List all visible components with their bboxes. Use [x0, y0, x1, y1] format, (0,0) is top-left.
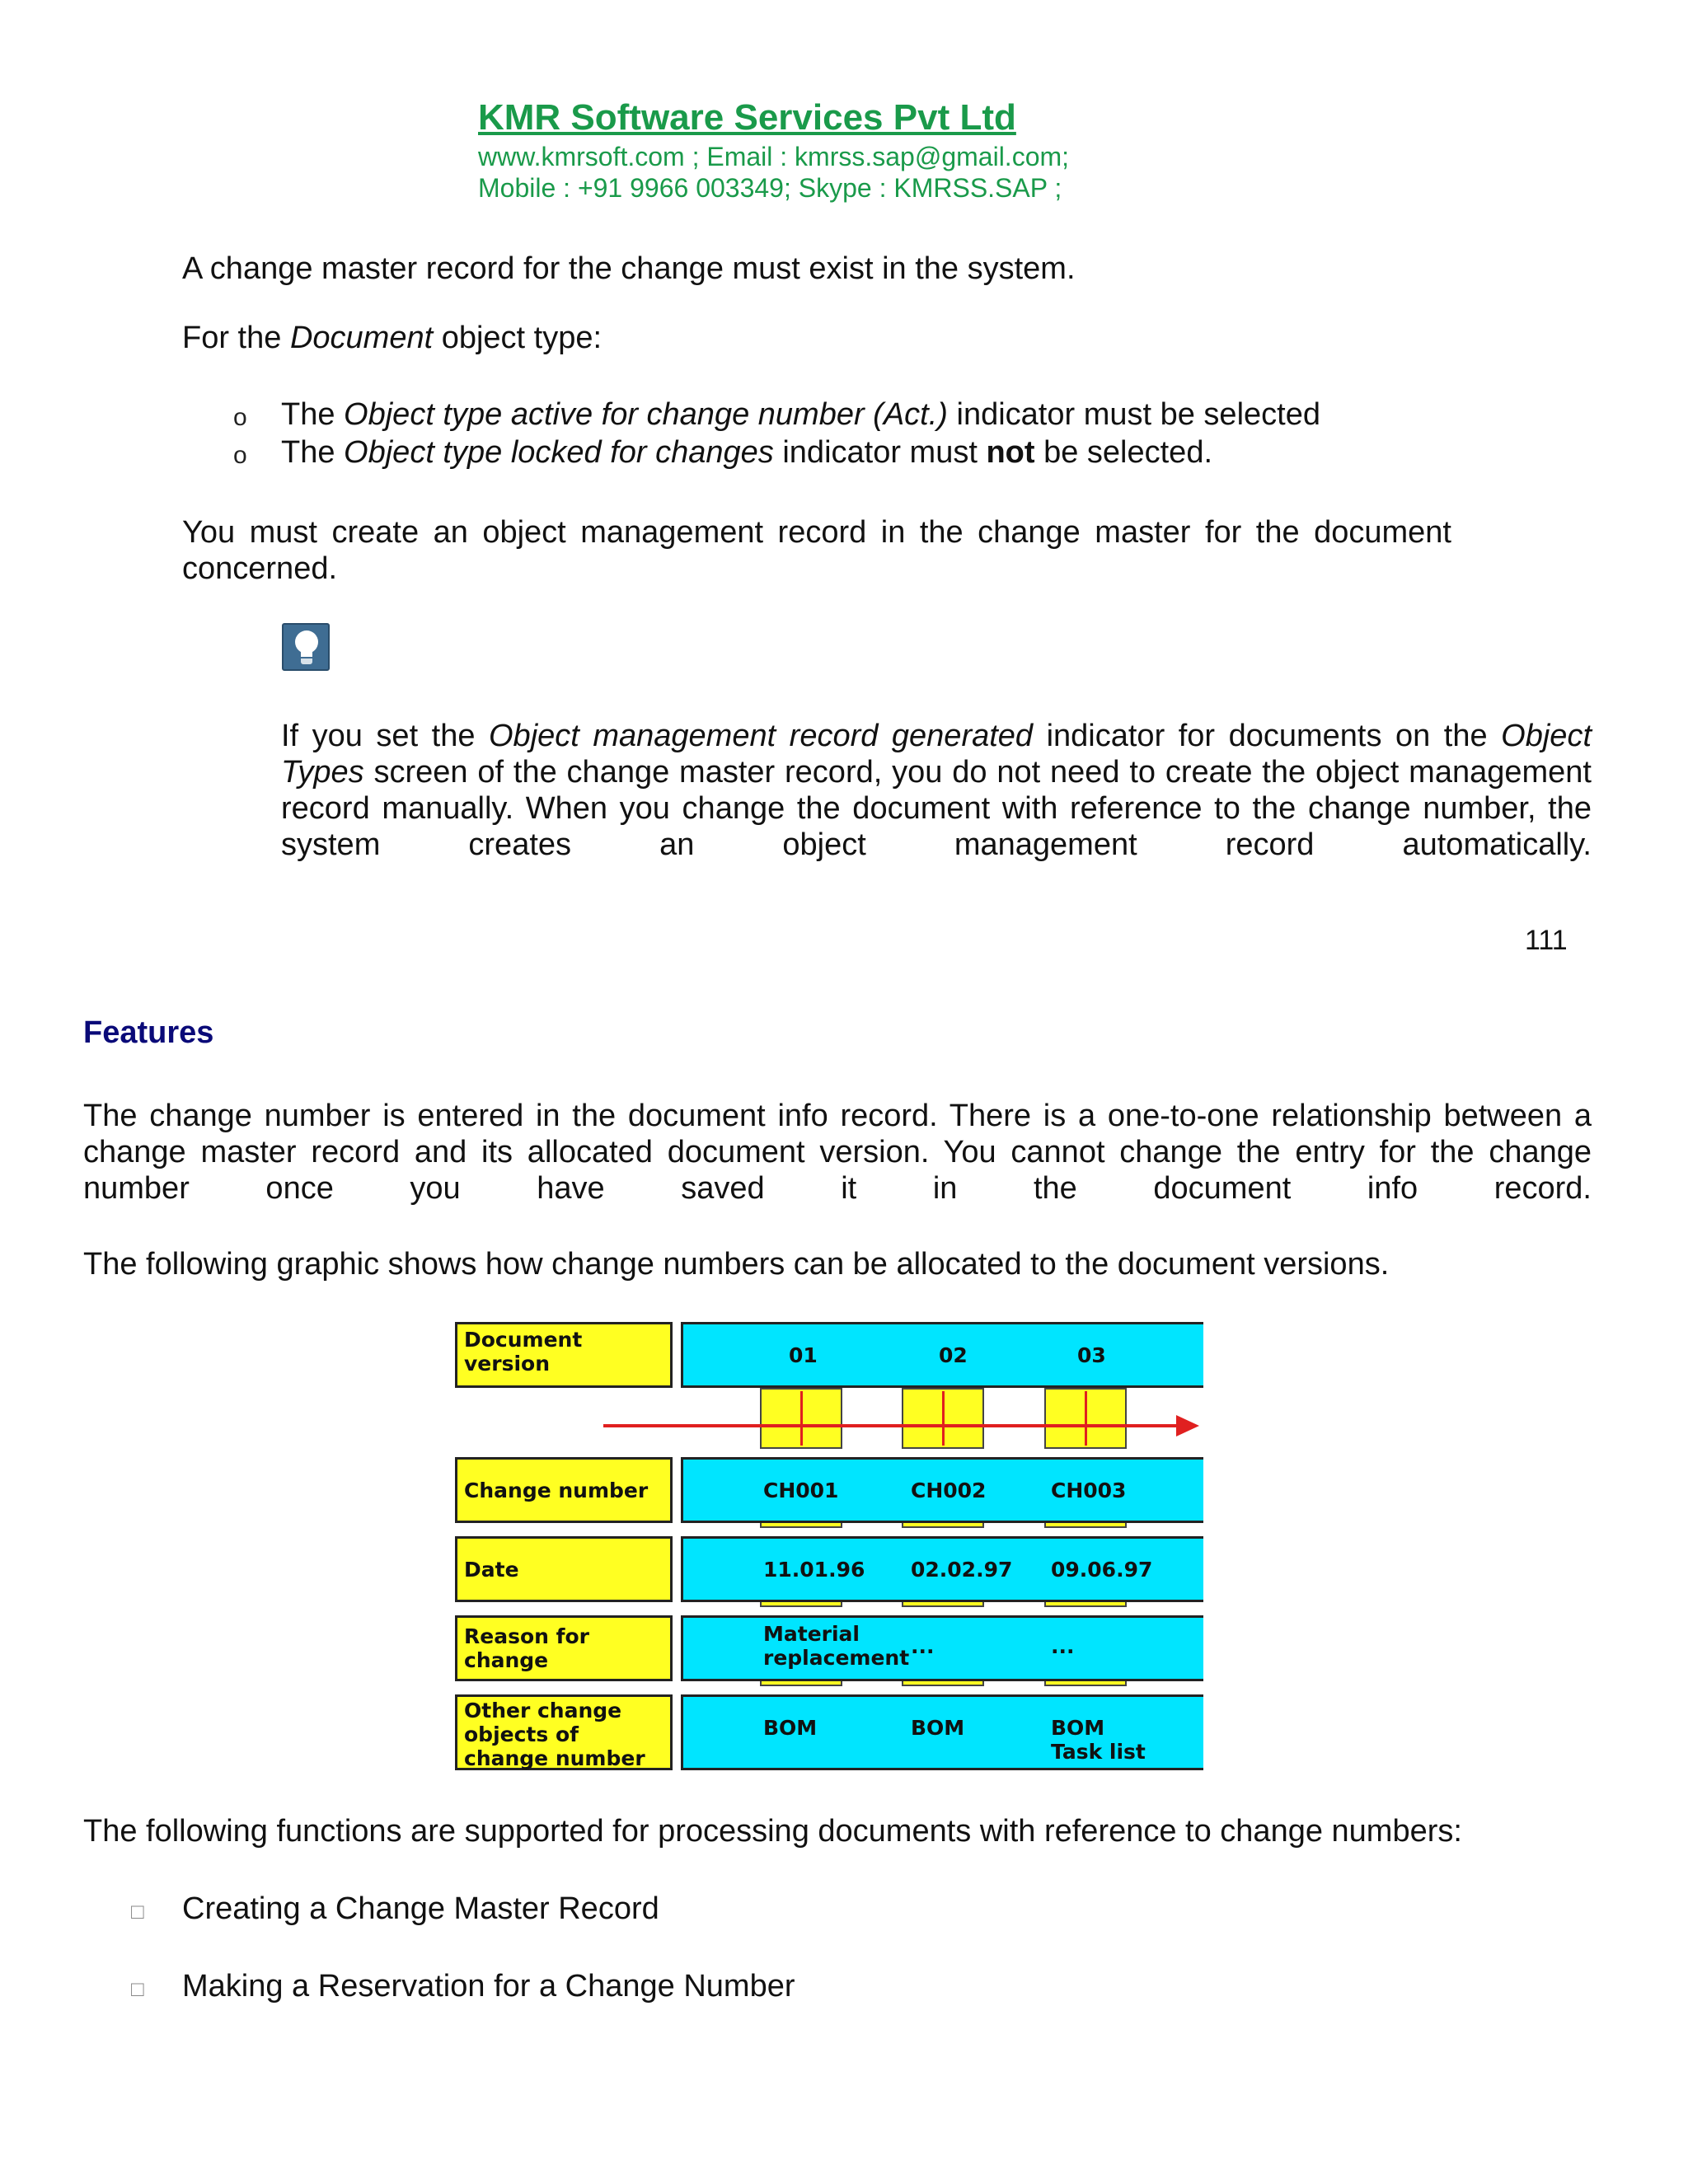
date-1: 11.01.96 — [763, 1558, 865, 1582]
company-phone-skype: Mobile : +91 9966 003349; Skype : KMRSS.SAP ; — [478, 173, 1062, 203]
change-number-1: CH001 — [763, 1479, 839, 1502]
bullet-marker: o — [233, 442, 247, 469]
change-master-requirement: A change master record for the change must exist in the system. — [182, 251, 1076, 286]
bullet-marker: o — [233, 404, 247, 431]
change-number-3: CH003 — [1051, 1479, 1127, 1502]
company-name: KMR Software Services Pvt Ltd — [478, 97, 1016, 138]
bullet-locked-indicator: The Object type locked for changes indicator must not be selected. — [281, 435, 1213, 470]
features-heading: Features — [83, 1015, 214, 1050]
other-object-2: BOM — [911, 1716, 965, 1740]
function-item: Creating a Change Master Record — [182, 1891, 659, 1926]
timeline-tick — [942, 1391, 945, 1446]
object-management-paragraph: You must create an object management record in the change master for the document concerned. — [182, 515, 1451, 586]
label-document-version: Document version — [455, 1322, 673, 1388]
tip-paragraph: If you set the Object management record generated indicator for documents on the Object Types screen of the change master record, you do not need to create the object management record manually. When you change the document with reference to the change number, the system creates an object management record automatically. — [281, 719, 1592, 862]
reason-band — [681, 1615, 1203, 1681]
reason-1: Material replacement — [763, 1622, 910, 1670]
lightbulb-icon — [282, 623, 330, 671]
version-01: 01 — [789, 1343, 818, 1367]
features-paragraph: The change number is entered in the document info record. There is a one-to-one relationship between a change master record and its allocated document version. You cannot change the entry for the change number once you have saved it in the document info record. — [83, 1099, 1592, 1206]
version-03: 03 — [1077, 1343, 1106, 1367]
other-object-1: BOM — [763, 1716, 818, 1740]
label-reason-for-change: Reason for change — [455, 1615, 673, 1681]
timeline-arrow — [603, 1424, 1180, 1427]
bullet-active-indicator: The Object type active for change number (Act.) indicator must be selected — [281, 397, 1320, 432]
graphic-intro: The following graphic shows how change numbers can be allocated to the document versions. — [83, 1247, 1390, 1282]
checkbox-icon: □ — [131, 1976, 144, 2001]
version-02: 02 — [939, 1343, 968, 1367]
label-change-number: Change number — [455, 1457, 673, 1523]
label-date: Date — [455, 1536, 673, 1602]
date-2: 02.02.97 — [911, 1558, 1013, 1582]
functions-intro: The following functions are supported for processing documents with reference to change numbers: — [83, 1814, 1462, 1849]
page-number: 111 — [1525, 925, 1568, 956]
timeline-tick — [1085, 1391, 1087, 1446]
timeline-tick — [800, 1391, 803, 1446]
other-object-3: BOM Task list — [1051, 1716, 1146, 1764]
document-object-type-intro: For the Document object type: — [182, 321, 603, 355]
change-number-2: CH002 — [911, 1479, 987, 1502]
reason-3: ... — [1051, 1634, 1075, 1658]
date-3: 09.06.97 — [1051, 1558, 1153, 1582]
label-other-objects: Other change objects of change number — [455, 1694, 673, 1770]
function-item: Making a Reservation for a Change Number — [182, 1969, 795, 2004]
reason-2: ... — [911, 1634, 935, 1658]
change-number-graphic — [455, 1322, 1203, 1770]
timeline-arrow-head — [1176, 1415, 1199, 1436]
company-web-email: www.kmrsoft.com ; Email : kmrss.sap@gmail.com; — [478, 142, 1070, 171]
checkbox-icon: □ — [131, 1899, 144, 1924]
